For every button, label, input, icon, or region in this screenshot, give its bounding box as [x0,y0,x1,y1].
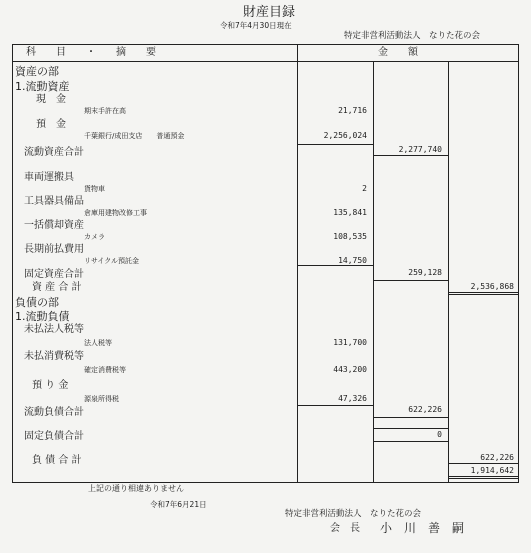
header-subject: 科 目 ・ 摘 要 [26,47,156,58]
current-liabilities-total: 622,226 [408,405,442,414]
organization-name: 特定非営利活動法人 なりた花の会 [344,31,481,41]
signature-date: 令和7年6月21日 [150,500,207,509]
lump-sum-detail: カメラ [84,233,105,241]
vehicle-amount: 2 [362,184,367,193]
tools-detail: 倉庫用建物改修工事 [84,209,147,217]
signer-name: 小 川 善 嗣 [380,521,465,535]
as-of-date: 令和7年4月30日現在 [220,21,292,30]
deposit-detail: 千葉銀行/成田支店 普通預金 [84,132,185,140]
certification-note: 上記の通り相違ありません [88,484,184,493]
assets-total-label: 資 産 合 計 [32,282,82,293]
fixed-assets-total: 259,128 [408,268,442,277]
vehicle-label: 車両運搬具 [24,172,74,183]
liabilities-total-label: 負 債 合 計 [32,455,82,466]
current-assets-total: 2,277,740 [398,145,442,154]
signer-role: 会 長 [330,523,360,534]
assets-section-title: 資産の部 [15,65,59,78]
current-assets-total-label: 流動資産合計 [24,147,84,158]
consumption-tax-detail: 確定消費税等 [84,366,126,374]
vehicle-detail: 貨物車 [84,185,105,193]
fixed-liabilities-total: 0 [437,430,442,439]
deposit-label: 預 金 [36,119,66,130]
corporate-tax-amount: 131,700 [333,338,367,347]
liabilities-section-title: 負債の部 [15,296,59,309]
withholding-detail: 源泉所得税 [84,395,119,403]
consumption-tax-amount: 443,200 [333,365,367,374]
current-liabilities-total-label: 流動負債合計 [24,407,84,418]
net-assets-amount: 1,914,642 [470,466,514,475]
prepaid-amount: 14,750 [338,256,367,265]
lump-sum-amount: 108,535 [333,232,367,241]
tools-label: 工具器具備品 [24,196,84,207]
cash-label: 現 金 [36,94,66,105]
current-liabilities-heading: 1.流動負債 [15,310,70,323]
consumption-tax-payable-label: 未払消費税等 [24,351,84,362]
signer-organization: 特定非営利活動法人 なりた花の会 [285,509,422,519]
liabilities-total: 622,226 [480,453,514,462]
header-amount: 金 額 [378,47,418,58]
lump-sum-assets-label: 一括償却資産 [24,220,84,231]
cash-amount: 21,716 [338,106,367,115]
corporate-tax-payable-label: 未払法人税等 [24,324,84,335]
prepaid-label: 長期前払費用 [24,244,84,255]
assets-total: 2,536,868 [470,282,514,291]
current-assets-heading: 1.流動資産 [15,80,70,93]
fixed-assets-total-label: 固定資産合計 [24,269,84,280]
tools-amount: 135,841 [333,208,367,217]
fixed-liabilities-total-label: 固定負債合計 [24,431,84,442]
prepaid-detail: リサイクル預託金 [84,257,140,265]
document-title: 財産目録 [243,5,296,20]
corporate-tax-detail: 法人税等 [84,339,112,347]
cash-detail: 期末手許在高 [84,107,126,115]
deposit-amount: 2,256,024 [323,131,367,140]
withholding-label: 預 り 金 [32,380,69,391]
withholding-amount: 47,326 [338,394,367,403]
